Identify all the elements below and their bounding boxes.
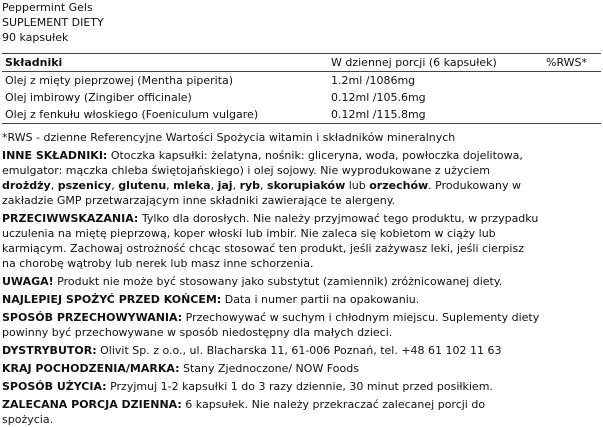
allergen-wheat: pszenicy (57, 179, 112, 192)
table-bottom-rule (2, 123, 601, 124)
ingredient-amount: 0.12ml /115.8mg (331, 108, 426, 121)
rws-note: *RWS - dzienne Referencyjne Wartości Spożycia witamin i składników mineralnych (2, 131, 456, 144)
distributor-label: DYSTRYBUTOR: (2, 344, 97, 357)
best-before-section (2, 292, 601, 307)
daily-dose-text: spożycia. (2, 413, 54, 426)
table-row (2, 89, 601, 106)
allergen-gluten: glutenu (118, 179, 167, 192)
usage-label: SPOSÓB UŻYCIA: (2, 380, 107, 393)
allergen-line: drożdży, pszenicy, glutenu, mleka, jaj, ryb, skorupiaków lub orzechów. Produkowany w (2, 179, 521, 192)
product-type: SUPLEMENT DIETY (2, 16, 104, 29)
storage-label: SPOSÓB PRZECHOWYWANIA: (2, 311, 183, 324)
warning-section (2, 274, 601, 289)
allergen-yeast: drożdży (2, 179, 51, 192)
warning-label: UWAGA! (2, 275, 54, 288)
usage-text: Przyjmuj 1-2 kapsułki 1 do 3 razy dziennie, 30 minut przed posiłkiem. (110, 380, 493, 393)
best-before-text: Data i numer partii na opakowaniu. (224, 293, 420, 306)
usage-section (2, 379, 601, 394)
allergen-shellfish: skorupiaków (267, 179, 346, 192)
ingredients-header: Składniki (5, 56, 63, 69)
warning-text: Produkt nie może być stosowany jako substytut (zamiennik) zróżnicowanej diety. (57, 275, 503, 288)
origin-label: KRAJ POCHODZENIA/MARKA: (2, 362, 180, 375)
best-before-label: NAJLEPIEJ SPOŻYĆ PRZED KOŃCEM: (2, 293, 222, 306)
daily-dose-text: 6 kapsułek. Nie należy przekraczać zalecanej porcji do (185, 398, 486, 411)
capsule-count: 90 kapsułek (2, 31, 69, 44)
table-header-row (2, 54, 601, 71)
contraindications-section (2, 211, 601, 271)
rws-header: %RWS* (546, 56, 588, 69)
allergen-milk: mleka (173, 179, 211, 192)
origin-section (2, 361, 601, 376)
distributor-section (2, 343, 601, 358)
storage-text: powinny być przechowywane w sposób niedostępny dla małych dzieci. (2, 326, 393, 339)
daily-dose-section (2, 397, 601, 427)
table-row (2, 72, 601, 89)
contraindications-label: PRZECIWWSKAZANIA: (2, 212, 139, 225)
allergen-nuts: orzechów (369, 179, 429, 192)
distributor-text: Olivit Sp. z o.o., ul. Blacharska 11, 61-006 Poznań, tel. +48 61 102 11 63 (100, 344, 502, 357)
other-ingredients-label: INNE SKŁADNIKI: (2, 149, 108, 162)
daily-dose-label: ZALECANA PORCJA DZIENNA: (2, 398, 182, 411)
contraindications-text: na chorobę wątroby lub nerek lub masz inne schorzenia. (2, 257, 314, 270)
ingredient-amount: 0.12ml /105.6mg (331, 91, 426, 104)
contraindications-text: karmiącym. Zachowaj ostrożność chcąc stosować ten produkt, jeśli zażywasz leki, jeśli cierpisz (2, 242, 524, 255)
contraindications-text: uczulenia na miętę pieprzową, koper włoski lub imbir. Nie zaleca się kobietom w ciąży lub (2, 227, 496, 240)
other-ingredients-section (2, 148, 601, 208)
other-ingredients-text: Otoczka kapsułki: żelatyna, nośnik: gliceryna, woda, powłoczka dojelitowa, (110, 149, 523, 162)
storage-section (2, 310, 601, 340)
storage-text: Przechowywać w suchym i chłodnym miejscu. Suplementy diety (185, 311, 540, 324)
other-ingredients-text: zakładzie GMP przetwarzającym inne składniki zawierające te alergeny. (2, 194, 396, 207)
daily-portion-header: W dziennej porcji (6 kapsułek) (331, 56, 497, 69)
table-row (2, 106, 601, 123)
ingredient-name: Olej z mięty pieprzowej (Mentha piperita) (5, 74, 234, 87)
origin-text: Stany Zjednoczone/ NOW Foods (183, 362, 359, 375)
contraindications-text: Tylko dla dorosłych. Nie należy przyjmować tego produktu, w przypadku (141, 212, 539, 225)
product-name: Peppermint Gels (2, 1, 93, 14)
ingredient-amount: 1.2ml /1086mg (331, 74, 416, 87)
ingredient-name: Olej imbirowy (Zingiber officinale) (5, 91, 192, 104)
allergen-eggs: jaj (217, 179, 233, 192)
allergen-fish: ryb (239, 179, 261, 192)
ingredients-table (2, 53, 601, 124)
ingredient-name: Olej z fenkułu włoskiego (Foeniculum vulgare) (5, 108, 259, 121)
other-ingredients-text: emulgator: mączka chleba świętojańskiego) i olej sojowy. Nie wyprodukowane z użyciem (2, 164, 490, 177)
